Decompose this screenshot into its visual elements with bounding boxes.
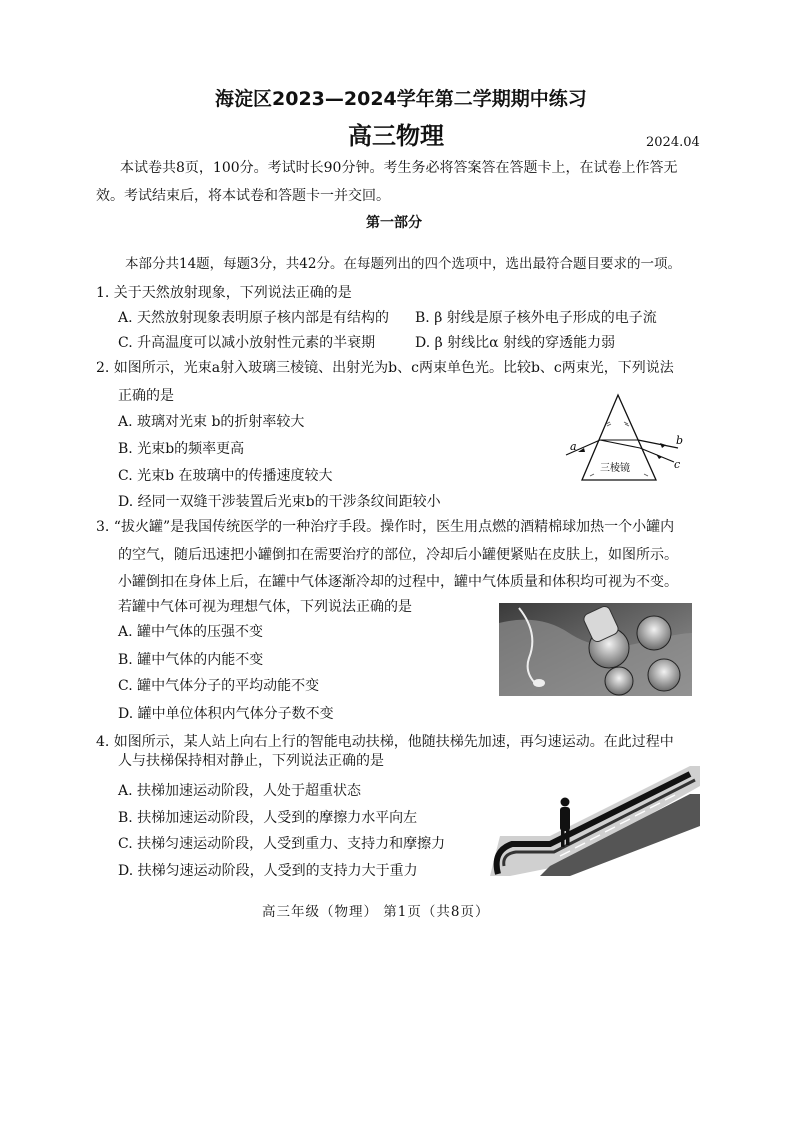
q4-option-d: D. 扶梯匀速运动阶段，人受到的支持力大于重力 bbox=[118, 863, 418, 879]
intro-line-2: 效。考试结束后，将本试卷和答题卡一并交回。 bbox=[96, 188, 390, 204]
page-title: 海淀区2023—2024学年第二学期期中练习 bbox=[215, 88, 587, 110]
ray-inside-c bbox=[600, 440, 640, 448]
q1-option-c: C. 升高温度可以减小放射性元素的半衰期 bbox=[118, 335, 376, 351]
q1-option-b: B. β 射线是原子核外电子形成的电子流 bbox=[415, 310, 657, 326]
exam-date: 2024.04 bbox=[646, 135, 700, 150]
q3-option-c: C. 罐中气体分子的平均动能不变 bbox=[118, 678, 320, 694]
page-subtitle: 高三物理 bbox=[348, 122, 444, 150]
prism-figure bbox=[560, 392, 690, 490]
q2-stem-2: 正确的是 bbox=[118, 388, 174, 404]
q1-option-a: A. 天然放射现象表明原子核内部是有结构的 bbox=[118, 310, 390, 326]
q4-option-b: B. 扶梯加速运动阶段，人受到的摩擦力水平向左 bbox=[118, 810, 418, 826]
q2-option-b: B. 光束b的频率更高 bbox=[118, 441, 245, 457]
q3-option-b: B. 罐中气体的内能不变 bbox=[118, 652, 264, 668]
q4-option-a: A. 扶梯加速运动阶段，人处于超重状态 bbox=[118, 783, 362, 799]
ray-c-label: c bbox=[674, 458, 681, 471]
q2-option-c: C. 光束b 在玻璃中的传播速度较大 bbox=[118, 468, 333, 484]
ray-a-label: a bbox=[570, 440, 577, 453]
ray-b-label: b bbox=[676, 434, 684, 447]
intro-line-1: 本试卷共8页，100分。考试时长90分钟。考生务必将答案答在答题卡上，在试卷上作答无 bbox=[120, 160, 678, 176]
q4-stem-1: 4. 如图所示，某人站上向右上行的智能电动扶梯，他随扶梯先加速，再匀速运动。在此过程中 bbox=[96, 734, 674, 750]
q1-stem: 1. 关于天然放射现象，下列说法正确的是 bbox=[96, 285, 352, 301]
q3-option-d: D. 罐中单位体积内气体分子数不变 bbox=[118, 706, 334, 722]
q3-stem-2: 的空气，随后迅速把小罐倒扣在需要治疗的部位，冷却后小罐便紧贴在皮肤上，如图所示。 bbox=[118, 547, 678, 563]
ray-b-arrow bbox=[660, 443, 666, 448]
cupping-photo bbox=[499, 603, 692, 696]
q4-stem-2: 人与扶梯保持相对静止，下列说法正确的是 bbox=[118, 753, 384, 769]
section-instruction: 本部分共14题，每题3分，共42分。在每题列出的四个选项中，选出最符合题目要求的一项。 bbox=[125, 256, 681, 272]
q3-stem-4: 若罐中气体可视为理想气体，下列说法正确的是 bbox=[118, 599, 412, 615]
q1-option-d: D. β 射线比α 射线的穿透能力弱 bbox=[415, 335, 616, 351]
q2-option-d: D. 经同一双缝干涉装置后光束b的干涉条纹间距较小 bbox=[118, 494, 441, 510]
ray-b-line bbox=[638, 440, 678, 448]
q3-stem-1: 3. “拔火罐”是我国传统医学的一种治疗手段。操作时，医生用点燃的酒精棉球加热一个小罐内 bbox=[96, 519, 675, 535]
section-title: 第一部分 bbox=[366, 215, 422, 231]
q2-option-a: A. 玻璃对光束 b的折射率较大 bbox=[118, 414, 305, 430]
q3-option-a: A. 罐中气体的压强不变 bbox=[118, 624, 264, 640]
q2-stem-1: 2. 如图所示，光束a射入玻璃三棱镜、出射光为b、c两束单色光。比较b、c两束光，下列说法 bbox=[96, 360, 674, 376]
q4-option-c: C. 扶梯匀速运动阶段，人受到重力、支持力和摩擦力 bbox=[118, 836, 446, 852]
prism-label: 三棱镜 bbox=[600, 463, 630, 474]
q3-stem-3: 小罐倒扣在身体上后，在罐中气体逐渐冷却的过程中，罐中气体质量和体积均可视为不变。 bbox=[118, 574, 678, 590]
page-footer: 高三年级（物理） 第1页（共8页） bbox=[262, 904, 490, 920]
escalator-figure bbox=[490, 766, 700, 876]
